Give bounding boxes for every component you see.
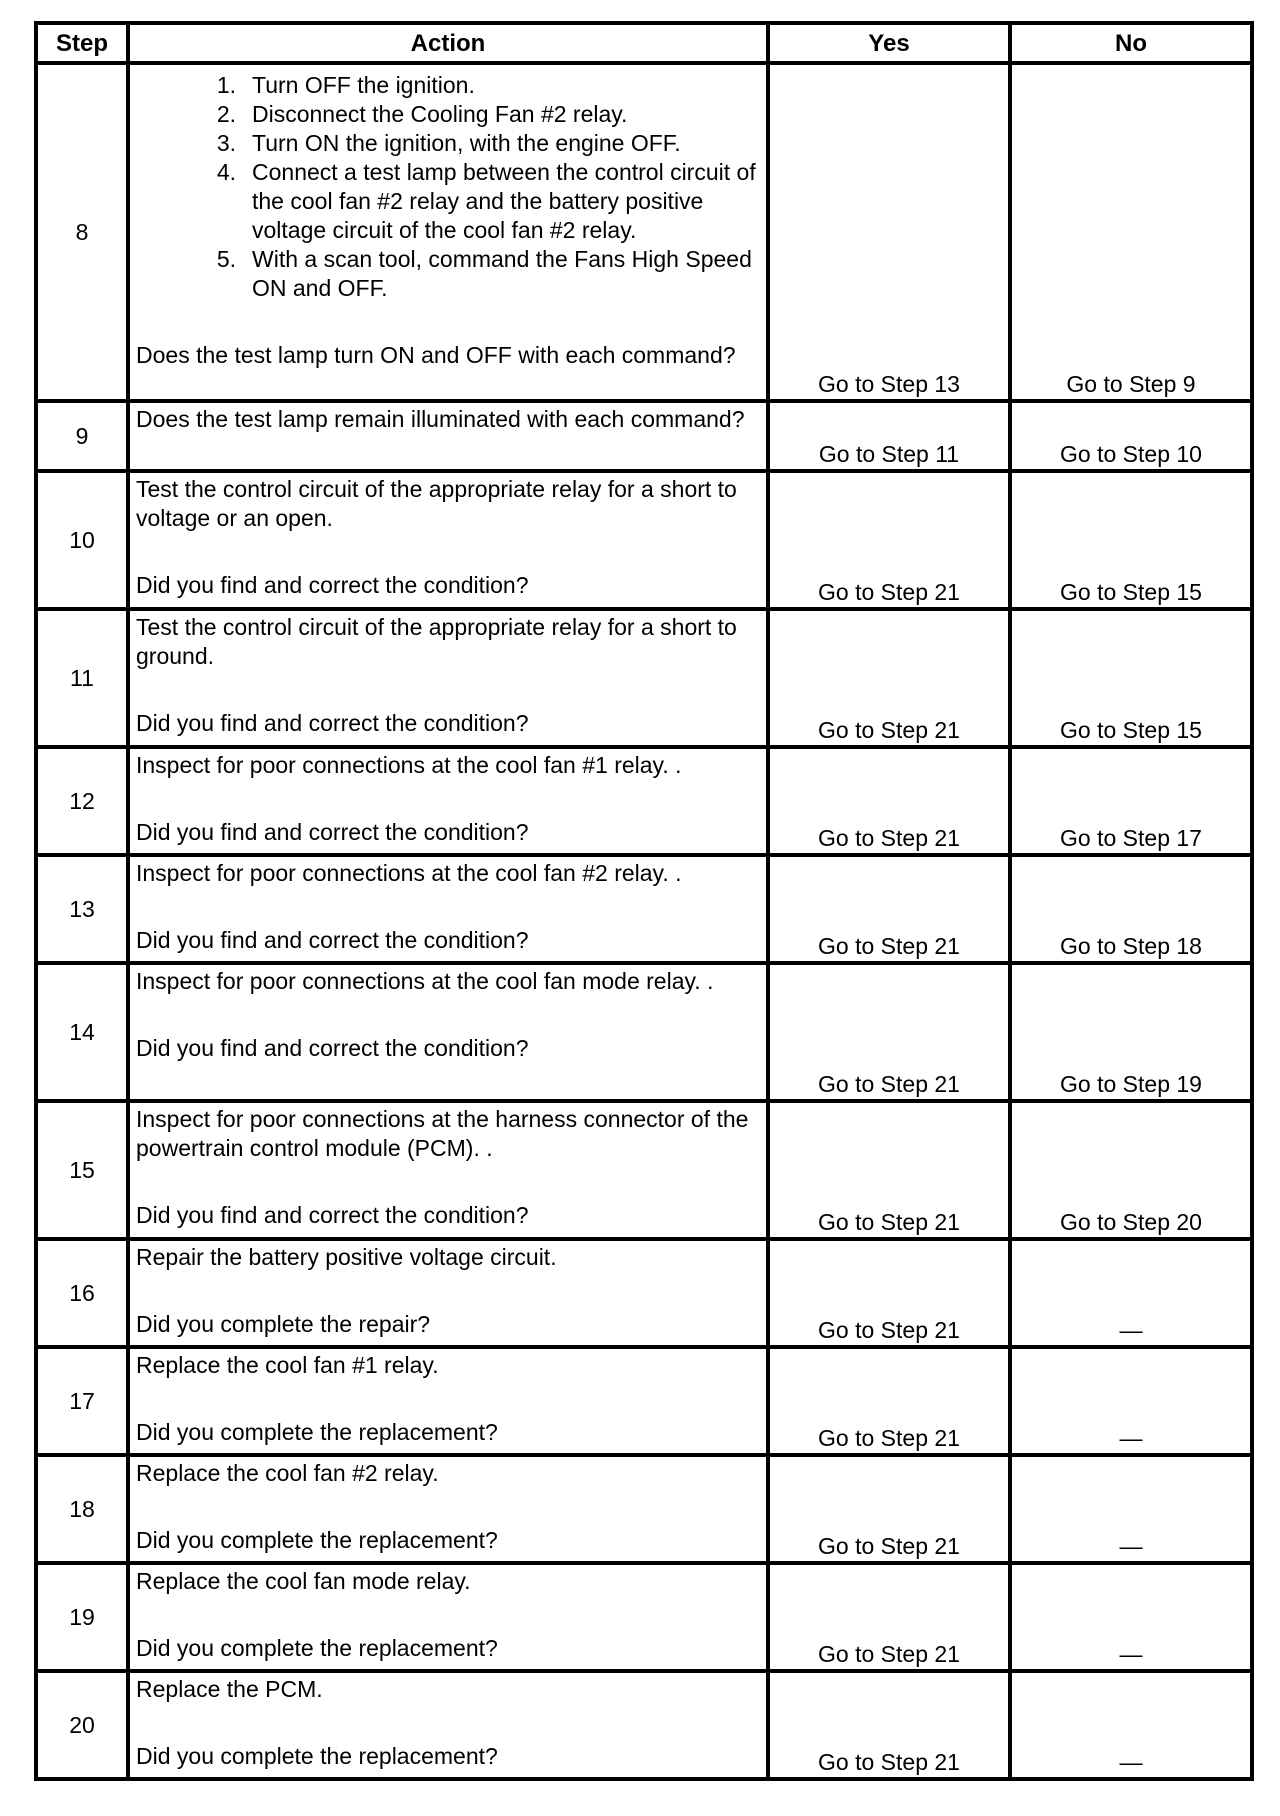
step-number: 19 <box>36 1563 128 1671</box>
step-number: 11 <box>36 609 128 747</box>
question-text: Did you complete the replacement? <box>136 1635 498 1661</box>
instruction-text: Inspect for poor connections at the cool fan #1 relay. . <box>136 752 682 778</box>
step-number: 9 <box>36 401 128 471</box>
no-result: Go to Step 15 <box>1010 471 1252 609</box>
question-text: Does the test lamp turn ON and OFF with each command? <box>136 342 736 368</box>
action-cell <box>128 855 768 963</box>
action-cell <box>128 63 768 401</box>
list-item: 4. Connect a test lamp between the control circuit of the cool fan #2 relay and the battery positive voltage circuit of the cool fan #2 relay. <box>236 158 762 245</box>
yes-result: Go to Step 13 <box>768 63 1010 401</box>
action-cell <box>128 1671 768 1779</box>
instruction-text: Inspect for poor connections at the harness connector of the powertrain control module (PCM). . <box>136 1106 749 1161</box>
step-number: 16 <box>36 1239 128 1347</box>
instruction-text: Replace the cool fan #1 relay. <box>136 1352 439 1378</box>
table-row <box>36 609 1252 747</box>
no-result: Go to Step 15 <box>1010 609 1252 747</box>
yes-result: Go to Step 21 <box>768 1563 1010 1671</box>
instruction-text: Replace the PCM. <box>136 1676 323 1702</box>
no-result: Go to Step 18 <box>1010 855 1252 963</box>
action-cell <box>128 401 768 471</box>
action-cell <box>128 963 768 1101</box>
yes-result: Go to Step 21 <box>768 963 1010 1101</box>
yes-result: Go to Step 21 <box>768 747 1010 855</box>
instruction-text: Inspect for poor connections at the cool fan #2 relay. . <box>136 860 682 886</box>
no-result: — <box>1010 1347 1252 1455</box>
question-text: Did you find and correct the condition? <box>136 1035 529 1061</box>
list-item: 5. With a scan tool, command the Fans High Speed ON and OFF. <box>236 245 762 303</box>
list-item: 2. Disconnect the Cooling Fan #2 relay. <box>236 100 762 129</box>
table-row <box>36 471 1252 609</box>
list-item: 1. Turn OFF the ignition. <box>236 71 762 100</box>
step-number: 20 <box>36 1671 128 1779</box>
table-row <box>36 1455 1252 1563</box>
header-yes: Yes <box>768 23 1010 63</box>
yes-result: Go to Step 21 <box>768 609 1010 747</box>
question-text: Did you find and correct the condition? <box>136 572 529 598</box>
instruction-text: Test the control circuit of the appropriate relay for a short to voltage or an open. <box>136 476 737 531</box>
question-text: Did you find and correct the condition? <box>136 1202 529 1228</box>
no-result: — <box>1010 1671 1252 1779</box>
no-result: Go to Step 20 <box>1010 1101 1252 1239</box>
list-item: 3. Turn ON the ignition, with the engine OFF. <box>236 129 762 158</box>
table-row <box>36 963 1252 1101</box>
no-result: — <box>1010 1455 1252 1563</box>
table-row <box>36 63 1252 401</box>
table-row <box>36 747 1252 855</box>
question-text: Does the test lamp remain illuminated with each command? <box>136 406 745 432</box>
header-action: Action <box>128 23 768 63</box>
table-row <box>36 1239 1252 1347</box>
step-number: 17 <box>36 1347 128 1455</box>
step-number: 10 <box>36 471 128 609</box>
header-row <box>36 23 1252 63</box>
yes-result: Go to Step 21 <box>768 1671 1010 1779</box>
no-result: Go to Step 19 <box>1010 963 1252 1101</box>
no-result: — <box>1010 1239 1252 1347</box>
instruction-text: Inspect for poor connections at the cool fan mode relay. . <box>136 968 714 994</box>
table-row <box>36 1563 1252 1671</box>
instruction-text: Repair the battery positive voltage circuit. <box>136 1244 557 1270</box>
question-text: Did you complete the replacement? <box>136 1527 498 1553</box>
action-cell <box>128 1239 768 1347</box>
yes-result: Go to Step 11 <box>768 401 1010 471</box>
table-row <box>36 855 1252 963</box>
question-text: Did you find and correct the condition? <box>136 927 529 953</box>
question-text: Did you complete the replacement? <box>136 1743 498 1769</box>
table-row <box>36 401 1252 471</box>
instruction-text: Replace the cool fan #2 relay. <box>136 1460 439 1486</box>
action-cell <box>128 1347 768 1455</box>
diagnostic-table <box>34 21 1254 1781</box>
action-cell <box>128 1455 768 1563</box>
yes-result: Go to Step 21 <box>768 1101 1010 1239</box>
header-step: Step <box>36 23 128 63</box>
action-cell <box>128 471 768 609</box>
step-number: 14 <box>36 963 128 1101</box>
question-text: Did you find and correct the condition? <box>136 819 529 845</box>
yes-result: Go to Step 21 <box>768 1239 1010 1347</box>
no-result: Go to Step 9 <box>1010 63 1252 401</box>
question-text: Did you find and correct the condition? <box>136 710 529 736</box>
yes-result: Go to Step 21 <box>768 471 1010 609</box>
action-cell <box>128 747 768 855</box>
instruction-list <box>136 71 762 303</box>
action-cell <box>128 1101 768 1239</box>
question-text: Did you complete the repair? <box>136 1311 431 1337</box>
step-number: 15 <box>36 1101 128 1239</box>
instruction-text: Replace the cool fan mode relay. <box>136 1568 471 1594</box>
yes-result: Go to Step 21 <box>768 1455 1010 1563</box>
header-no: No <box>1010 23 1252 63</box>
instruction-text: Test the control circuit of the appropriate relay for a short to ground. <box>136 614 737 669</box>
no-result: — <box>1010 1563 1252 1671</box>
yes-result: Go to Step 21 <box>768 1347 1010 1455</box>
action-cell <box>128 609 768 747</box>
step-number: 13 <box>36 855 128 963</box>
question-text: Did you complete the replacement? <box>136 1419 498 1445</box>
no-result: Go to Step 10 <box>1010 401 1252 471</box>
step-number: 18 <box>36 1455 128 1563</box>
table-row <box>36 1347 1252 1455</box>
table-row <box>36 1101 1252 1239</box>
no-result: Go to Step 17 <box>1010 747 1252 855</box>
table-row <box>36 1671 1252 1779</box>
action-cell <box>128 1563 768 1671</box>
step-number: 12 <box>36 747 128 855</box>
step-number: 8 <box>36 63 128 401</box>
yes-result: Go to Step 21 <box>768 855 1010 963</box>
